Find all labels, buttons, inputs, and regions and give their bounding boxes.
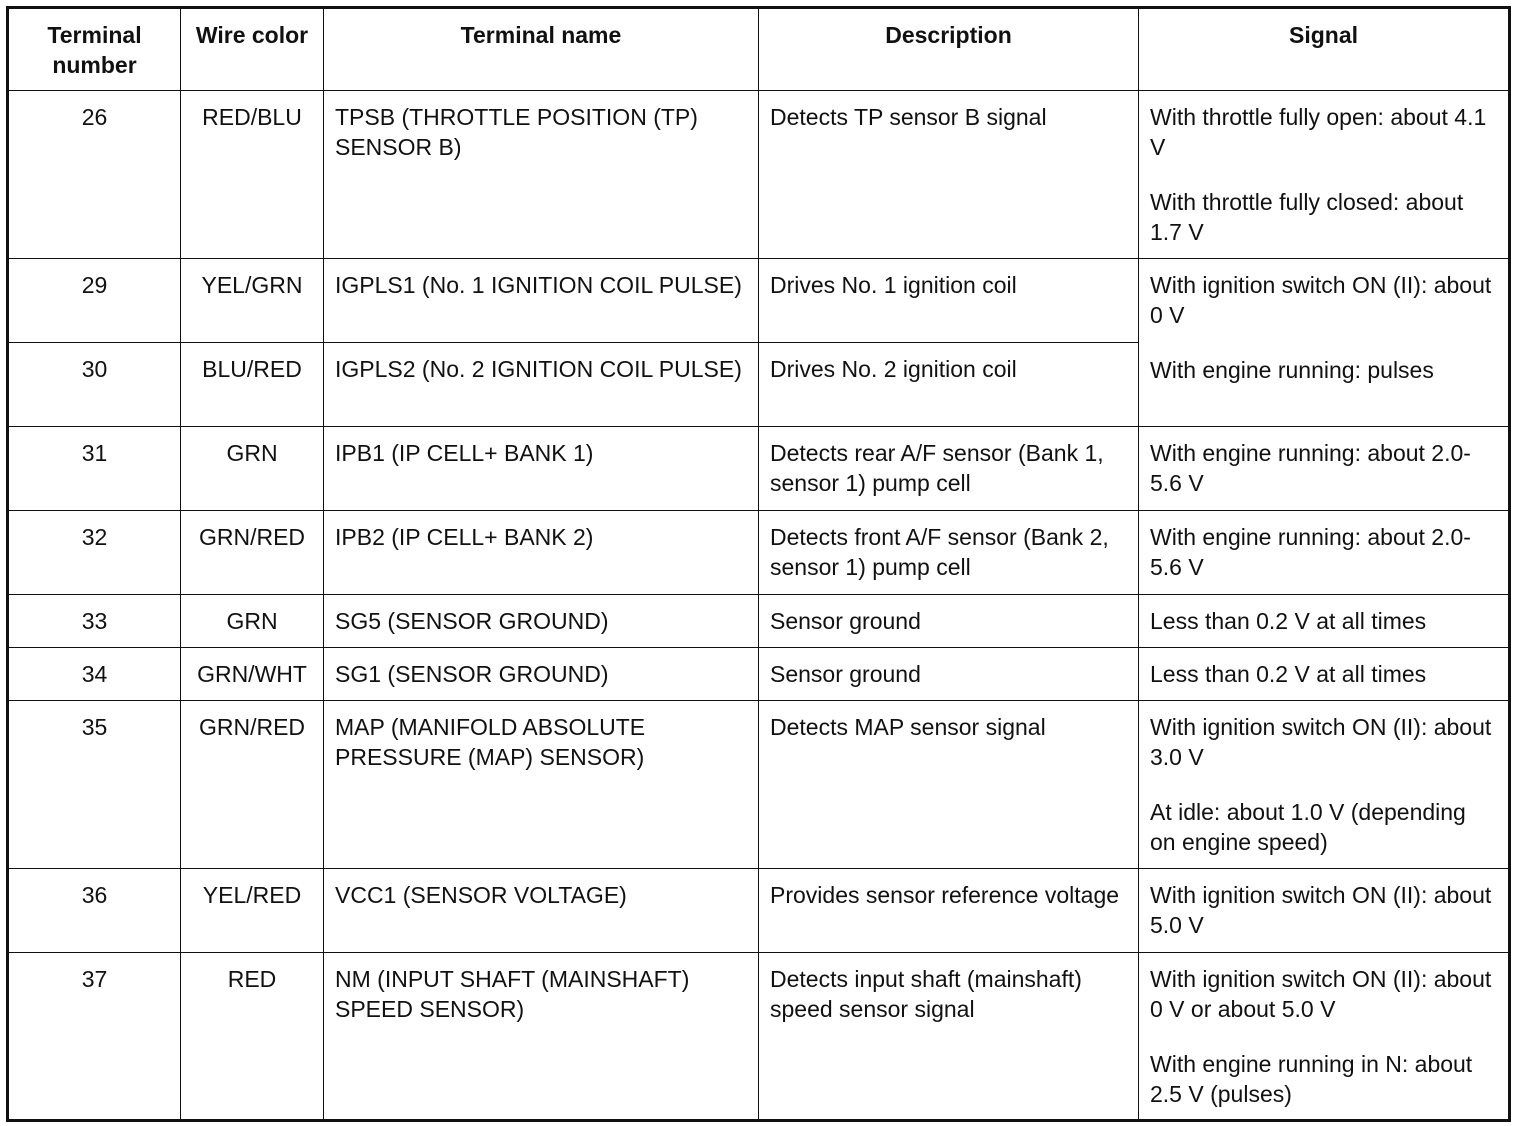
signal-line: With engine running in N: about 2.5 V (pulses) — [1150, 1051, 1473, 1107]
wire-color: RED — [181, 953, 324, 1121]
wire-color: GRN/RED — [181, 511, 324, 595]
description: Provides sensor reference voltage — [759, 869, 1139, 953]
terminal-number: 32 — [8, 511, 181, 595]
table-row — [8, 511, 1510, 595]
terminal-name: VCC1 (SENSOR VOLTAGE) — [324, 869, 759, 953]
wire-color: GRN — [181, 427, 324, 511]
table-row — [8, 427, 1510, 511]
terminal-number: 26 — [8, 91, 181, 259]
table-row — [8, 648, 1510, 701]
description: Detects MAP sensor signal — [759, 701, 1139, 869]
header-description: Description — [759, 8, 1139, 91]
description: Detects rear A/F sensor (Bank 1, sensor 1) pump cell — [759, 427, 1139, 511]
wire-color: RED/BLU — [181, 91, 324, 259]
terminal-number: 37 — [8, 953, 181, 1121]
signal — [1139, 91, 1510, 259]
terminal-number: 35 — [8, 701, 181, 869]
terminal-name: MAP (MANIFOLD ABSOLUTE PRESSURE (MAP) SENSOR) — [324, 701, 759, 869]
signal-line: With engine running: about 2.0-5.6 V — [1150, 524, 1471, 580]
description: Drives No. 2 ignition coil — [759, 343, 1139, 427]
signal-line: With throttle fully closed: about 1.7 V — [1150, 189, 1464, 245]
terminal-name: IGPLS1 (No. 1 IGNITION COIL PULSE) — [324, 259, 759, 343]
table-row — [8, 259, 1510, 343]
signal-line: With ignition switch ON (II): about 3.0 V — [1150, 714, 1492, 770]
table-row — [8, 869, 1510, 953]
terminal-name: NM (INPUT SHAFT (MAINSHAFT) SPEED SENSOR) — [324, 953, 759, 1121]
header-terminal-name: Terminal name — [324, 8, 759, 91]
signal — [1139, 595, 1510, 648]
wire-color: BLU/RED — [181, 343, 324, 427]
description: Detects front A/F sensor (Bank 2, sensor 1) pump cell — [759, 511, 1139, 595]
terminal-number: 36 — [8, 869, 181, 953]
terminal-number: 34 — [8, 648, 181, 701]
description: Detects TP sensor B signal — [759, 91, 1139, 259]
signal — [1139, 648, 1510, 701]
signal — [1139, 869, 1510, 953]
terminal-number: 29 — [8, 259, 181, 343]
header-wire-color: Wire color — [181, 8, 324, 91]
signal — [1139, 701, 1510, 869]
description: Sensor ground — [759, 648, 1139, 701]
terminal-number: 30 — [8, 343, 181, 427]
wire-color: YEL/GRN — [181, 259, 324, 343]
terminal-name: SG1 (SENSOR GROUND) — [324, 648, 759, 701]
header-signal: Signal — [1139, 8, 1510, 91]
signal-line: With engine running: about 2.0-5.6 V — [1150, 440, 1471, 496]
terminal-name: TPSB (THROTTLE POSITION (TP) SENSOR B) — [324, 91, 759, 259]
terminal-number: 31 — [8, 427, 181, 511]
terminal-name: IPB2 (IP CELL+ BANK 2) — [324, 511, 759, 595]
table-row — [8, 91, 1510, 259]
terminal-number: 33 — [8, 595, 181, 648]
terminal-name: IGPLS2 (No. 2 IGNITION COIL PULSE) — [324, 343, 759, 427]
signal — [1139, 259, 1510, 427]
header-row — [8, 8, 1510, 91]
terminal-table — [6, 6, 1511, 1122]
table-row — [8, 595, 1510, 648]
signal-line: With ignition switch ON (II): about 0 V or about 5.0 V — [1150, 966, 1492, 1022]
table-row — [8, 953, 1510, 1121]
wire-color: GRN/WHT — [181, 648, 324, 701]
signal — [1139, 427, 1510, 511]
terminal-name: SG5 (SENSOR GROUND) — [324, 595, 759, 648]
signal — [1139, 511, 1510, 595]
description: Drives No. 1 ignition coil — [759, 259, 1139, 343]
signal-line: With engine running: pulses — [1150, 357, 1434, 383]
signal-line: Less than 0.2 V at all times — [1150, 608, 1427, 634]
signal-line: With ignition switch ON (II): about 0 V — [1150, 272, 1492, 328]
header-terminal-number: Terminal number — [8, 8, 181, 91]
signal-line: Less than 0.2 V at all times — [1150, 661, 1427, 687]
signal — [1139, 953, 1510, 1121]
signal-line: At idle: about 1.0 V (depending on engine speed) — [1150, 799, 1466, 855]
signal-line: With ignition switch ON (II): about 5.0 V — [1150, 882, 1492, 938]
wire-color: YEL/RED — [181, 869, 324, 953]
table-row — [8, 701, 1510, 869]
terminal-name: IPB1 (IP CELL+ BANK 1) — [324, 427, 759, 511]
wire-color: GRN/RED — [181, 701, 324, 869]
signal-line: With throttle fully open: about 4.1 V — [1150, 104, 1487, 160]
description: Sensor ground — [759, 595, 1139, 648]
description: Detects input shaft (mainshaft) speed sensor signal — [759, 953, 1139, 1121]
wire-color: GRN — [181, 595, 324, 648]
